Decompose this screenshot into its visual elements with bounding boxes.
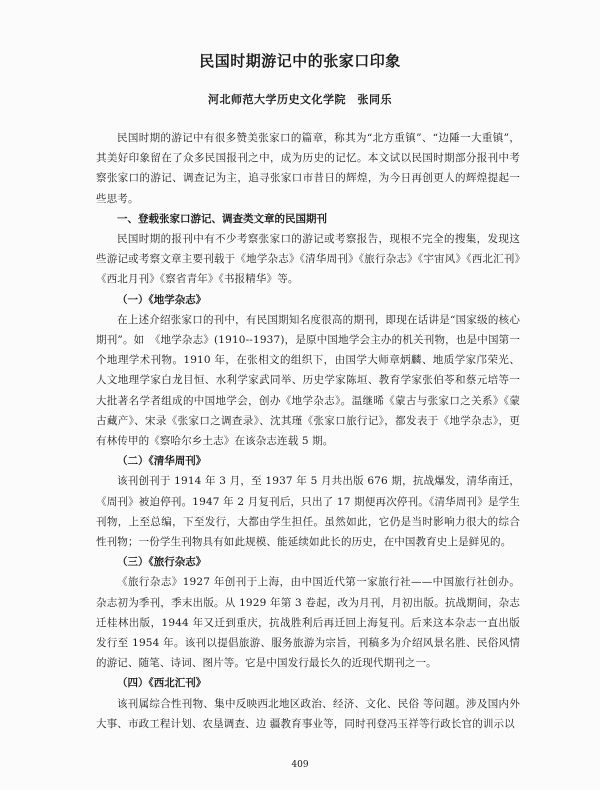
subsection-3-paragraph: 《旅行杂志》1927 年创刊于上海，由中国近代第一家旅行社——中国旅行社创办。杂志初为季刊，季末出版。从 1929 年第 3 卷起，改为月刊，月初出版。抗战期间，杂志迁桂林出版，1944 年又迁到重庆，抗战胜利后再迁回上海复刊。后来这本杂志一直出版发行至 1954 年。该刊以提倡旅游、服务旅游为宗旨，刊稿多为介绍风景名胜、民俗风情的游记、随笔、诗词、图片等。它是中国发行最长久的近现代期刊之一。 [96,576,520,670]
subsection-2-paragraph: 该刊创刊于 1914 年 3 月，至 1937 年 5 月共出版 676 期，抗战爆发，清华南迁，《周刊》被迫停刊。1947 年 2 月复刊后，只出了 17 期便再次停刊。《清华周刊》是学生刊物，上至总编，下至发行，大都由学生担任。虽然如此，它仍是当时影响力很大的综合性刊物；一份学生刊物具有如此规模、能延续如此长的历史，在中国教育史上是鲜见的。 [96,475,520,549]
subsection-3-heading: （三）《旅行杂志》 [117,556,207,569]
section-1-paragraph: 民国时期的报刊中有不少考察张家口的游记或考察报告，现根不完全的搜集，发现这些游记或考察文章主要刊载于《地学杂志》《清华周刊》《旅行杂志》《宇宙风》《西北汇刊》《西北月刊》《察省青年》《书报精华》等。 [96,233,520,286]
author-line: 河北师范大学历史文化学院 张同乐 [208,93,392,106]
section-1-heading: 一、登载张家口游记、调查类文章的民国期刊 [117,212,327,225]
subsection-1-heading: （一）《地学杂志》 [117,293,207,306]
subsection-1-paragraph: 在上述介绍张家口的刊中，有民国期知名度很高的期刊，即现在话讲是“国家级的核心期刊”。如 《地学杂志》(1910--1937)，是原中国地学会主办的机关刊物，也是中国第一个地理学术刊物。1910 年，在张相文的组织下，由国学大师章炳麟、地质学家邝荣光、人文地理学家白龙目恒、水利学家武同举、历史学家陈垣、教育学家张伯苓和蔡元培等一大批著名学者组成的中国地学会，创办《地学杂志》。温继晞《蒙古与张家口之关系》《蒙古藏产》、宋录《张家口之调查录》、沈其瑾《张家口旅行记》，都发表于《地学杂志》，更有林传甲的《察哈尔乡土志》在该杂志连载 5 期。 [96,313,520,448]
intro-paragraph: 民国时期的游记中有很多赞美张家口的篇章，称其为“北方重镇”、“边陲一大重镇”，其美好印象留在了众多民国报刊之中，成为历史的记忆。本文试以民国时期部分报刊中考察张家口的游记、调查记为主，追寻张家口市昔日的辉煌，为今日再创更人的辉煌提起一些思考。 [96,132,520,205]
subsection-2-heading: （二）《清华周刊》 [117,455,207,468]
page-number: 409 [291,760,309,770]
subsection-4-heading: （四）《西北汇刊》 [117,677,207,690]
article-title: 民国时期游记中的张家口印象 [199,52,401,70]
article-body [96,128,520,734]
subsection-4-paragraph: 该刊属综合性刊物、集中反映西北地区政治、经济、文化、民俗 等问题。涉及国内外大事、市政工程计划、农垦调查、边 疆教育事业等，同时刊登冯玉祥等行政长官的训示以 [96,697,520,730]
